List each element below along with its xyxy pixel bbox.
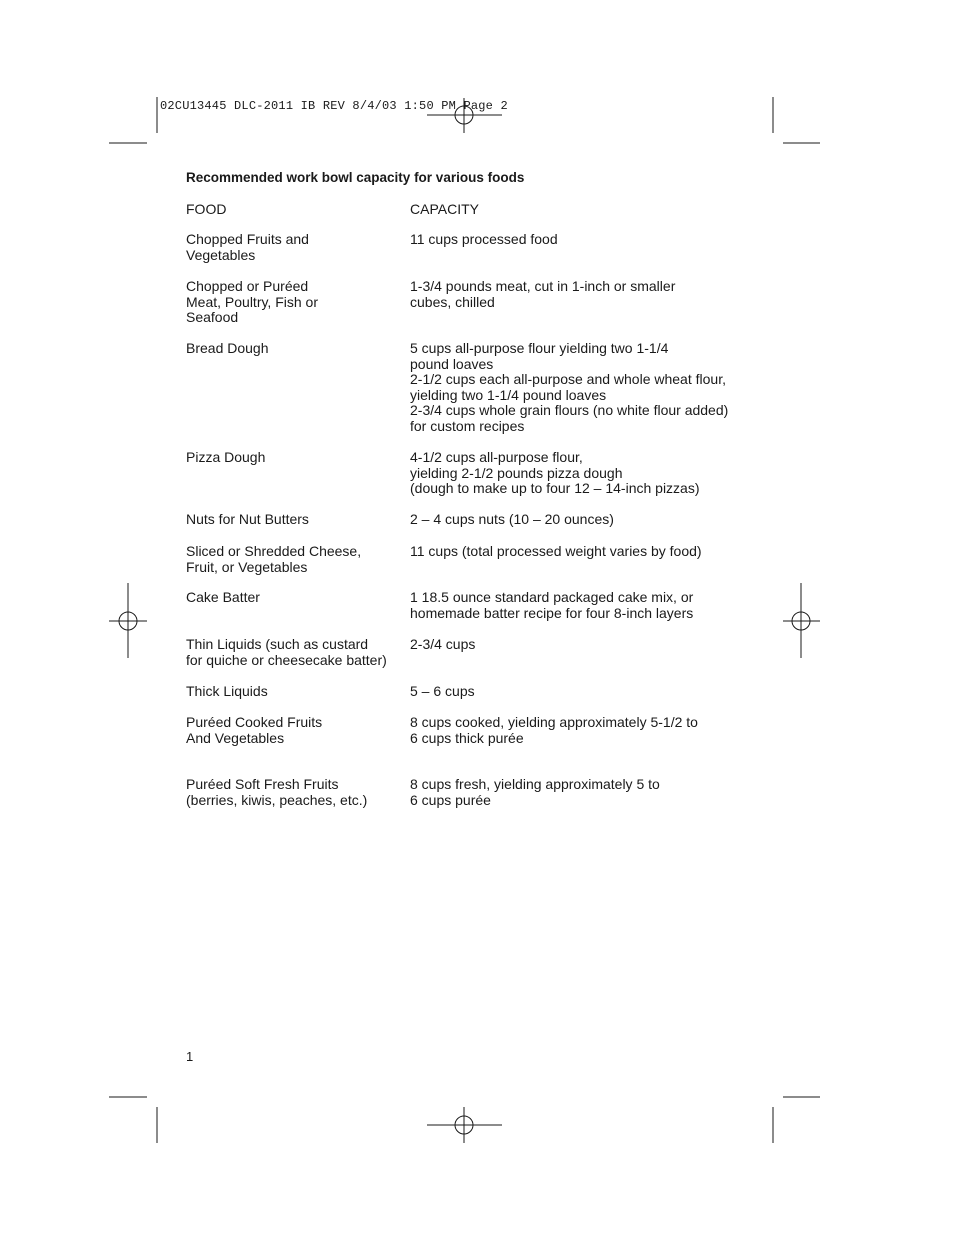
food-cell: Puréed Soft Fresh Fruits (berries, kiwis, peaches, etc.): [186, 776, 368, 808]
food-cell: Sliced or Shredded Cheese, Fruit, or Vegetables: [186, 543, 362, 575]
capacity-cell: 5 – 6 cups: [410, 683, 475, 699]
capacity-cell: 1 18.5 ounce standard packaged cake mix, or homemade batter recipe for four 8-inch layers: [410, 589, 694, 621]
food-cell: Thin Liquids (such as custard for quiche or cheesecake batter): [186, 636, 387, 668]
capacity-cell: 2 – 4 cups nuts (10 – 20 ounces): [410, 511, 614, 527]
registration-mark-right: [783, 583, 820, 658]
food-cell: Thick Liquids: [186, 683, 268, 699]
capacity-cell: 5 cups all-purpose flour yielding two 1-1/4 pound loaves 2-1/2 cups each all-purpose and whole wheat flour, yielding two 1-1/4 pound loaves 2-3/4 cups whole grain flours (no white flour added) for custom recipes: [410, 340, 729, 434]
column-header-food: FOOD: [186, 201, 227, 217]
page-number: 1: [186, 1049, 194, 1064]
food-cell: Chopped Fruits and Vegetables: [186, 231, 309, 263]
food-cell: Pizza Dough: [186, 449, 266, 465]
capacity-cell: 8 cups fresh, yielding approximately 5 to 6 cups purée: [410, 776, 660, 808]
print-slug: 02CU13445 DLC-2011 IB REV 8/4/03 1:50 PM Page 2: [160, 99, 508, 113]
food-cell: Chopped or Puréed Meat, Poultry, Fish or Seafood: [186, 278, 319, 326]
column-header-capacity: CAPACITY: [410, 201, 479, 217]
capacity-cell: 4-1/2 cups all-purpose flour, yielding 2-1/2 pounds pizza dough (dough to make up to four 12 – 14-inch pizzas): [410, 449, 700, 497]
food-cell: Cake Batter: [186, 589, 260, 605]
registration-mark-left: [109, 583, 147, 658]
capacity-cell: 2-3/4 cups: [410, 636, 476, 652]
capacity-cell: 1-3/4 pounds meat, cut in 1-inch or smaller cubes, chilled: [410, 278, 676, 310]
capacity-cell: 11 cups processed food: [410, 231, 558, 247]
food-cell: Bread Dough: [186, 340, 269, 356]
table-heading: Recommended work bowl capacity for various foods: [186, 170, 525, 185]
capacity-cell: 11 cups (total processed weight varies by food): [410, 543, 702, 559]
registration-mark-bottom: [427, 1107, 502, 1143]
capacity-cell: 8 cups cooked, yielding approximately 5-1/2 to 6 cups thick purée: [410, 714, 698, 746]
food-cell: Puréed Cooked Fruits And Vegetables: [186, 714, 323, 746]
food-cell: Nuts for Nut Butters: [186, 511, 309, 527]
